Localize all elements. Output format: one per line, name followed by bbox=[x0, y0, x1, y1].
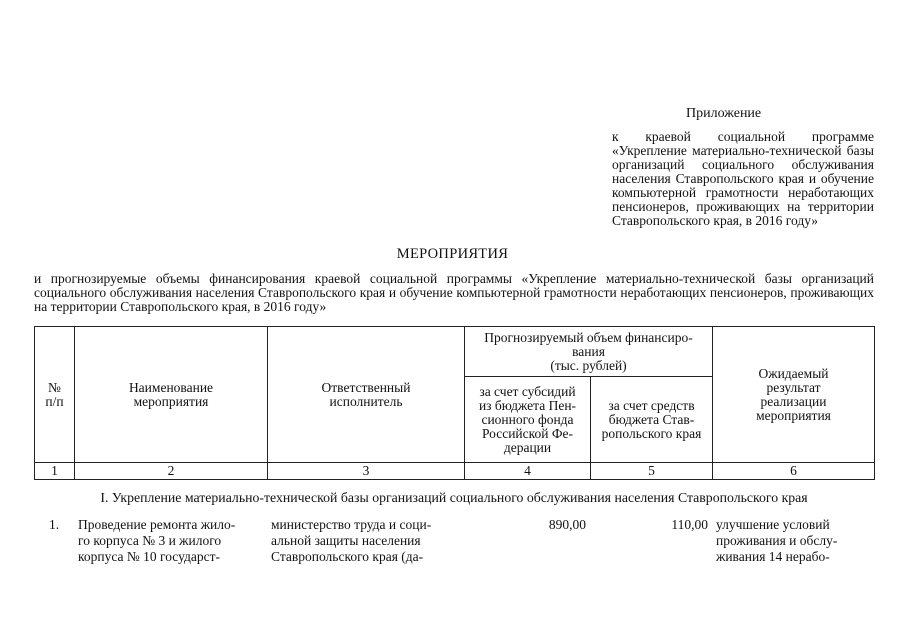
column-number-6: 6 bbox=[713, 463, 875, 480]
header-result: Ожидаемый результат реализации мероприятия bbox=[713, 327, 875, 463]
column-number-5: 5 bbox=[591, 463, 713, 480]
document-title: МЕРОПРИЯТИЯ bbox=[396, 246, 509, 262]
appendix-text: к краевой социальной программе «Укрепление материально-технической базы организаций социального обслуживания населения Ставропольского края и обучение компьютерной грамотности неработающих пенсионеров, проживающих на территории Ставропольского края, в 2016 году» bbox=[612, 129, 874, 228]
data-table bbox=[34, 517, 874, 565]
header-pension-fund: за счет субсидий из бюджета Пен- сионного фонда Российской Фе- дерации bbox=[465, 377, 591, 463]
header-num: № п/п bbox=[35, 327, 75, 463]
row-result: улучшение условий проживания и обслу- живания 14 нерабо- bbox=[716, 517, 838, 564]
table-row bbox=[34, 517, 874, 565]
column-number-3: 3 bbox=[268, 463, 465, 480]
section-title: I. Укрепление материально-технической базы организаций социального обслуживания населения Ставропольского края bbox=[100, 490, 808, 505]
header-table bbox=[34, 326, 875, 480]
header-executor: Ответственный исполнитель bbox=[268, 327, 465, 463]
column-number-1: 1 bbox=[35, 463, 75, 480]
row-num: 1. bbox=[48, 517, 60, 532]
appendix-title: Приложение bbox=[686, 106, 762, 121]
row-regional-budget: 110,00 bbox=[671, 517, 708, 532]
column-number-2: 2 bbox=[75, 463, 268, 480]
header-name: Наименование мероприятия bbox=[75, 327, 268, 463]
header-regional-budget: за счет средств бюджета Став- ропольского края bbox=[591, 377, 713, 463]
row-pension-fund: 890,00 bbox=[548, 517, 586, 532]
row-name: Проведение ремонта жило- го корпуса № 3 и жилого корпуса № 10 государст- bbox=[78, 517, 236, 564]
header-financing: Прогнозируемый объем финансиро- вания (тыс. рублей) bbox=[465, 327, 713, 377]
document-subtitle: и прогнозируемые объемы финансирования краевой социальной программы «Укрепление материально-технической базы организаций социального обслуживания населения Ставропольского края и обучение компьютерной грамотности неработающих пенсионеров, проживающих на территории Ставропольского края, в 2016 году» bbox=[34, 271, 874, 314]
column-number-4: 4 bbox=[465, 463, 591, 480]
row-executor: министерство труда и соци- альной защиты населения Ставропольского края (да- bbox=[271, 517, 432, 564]
